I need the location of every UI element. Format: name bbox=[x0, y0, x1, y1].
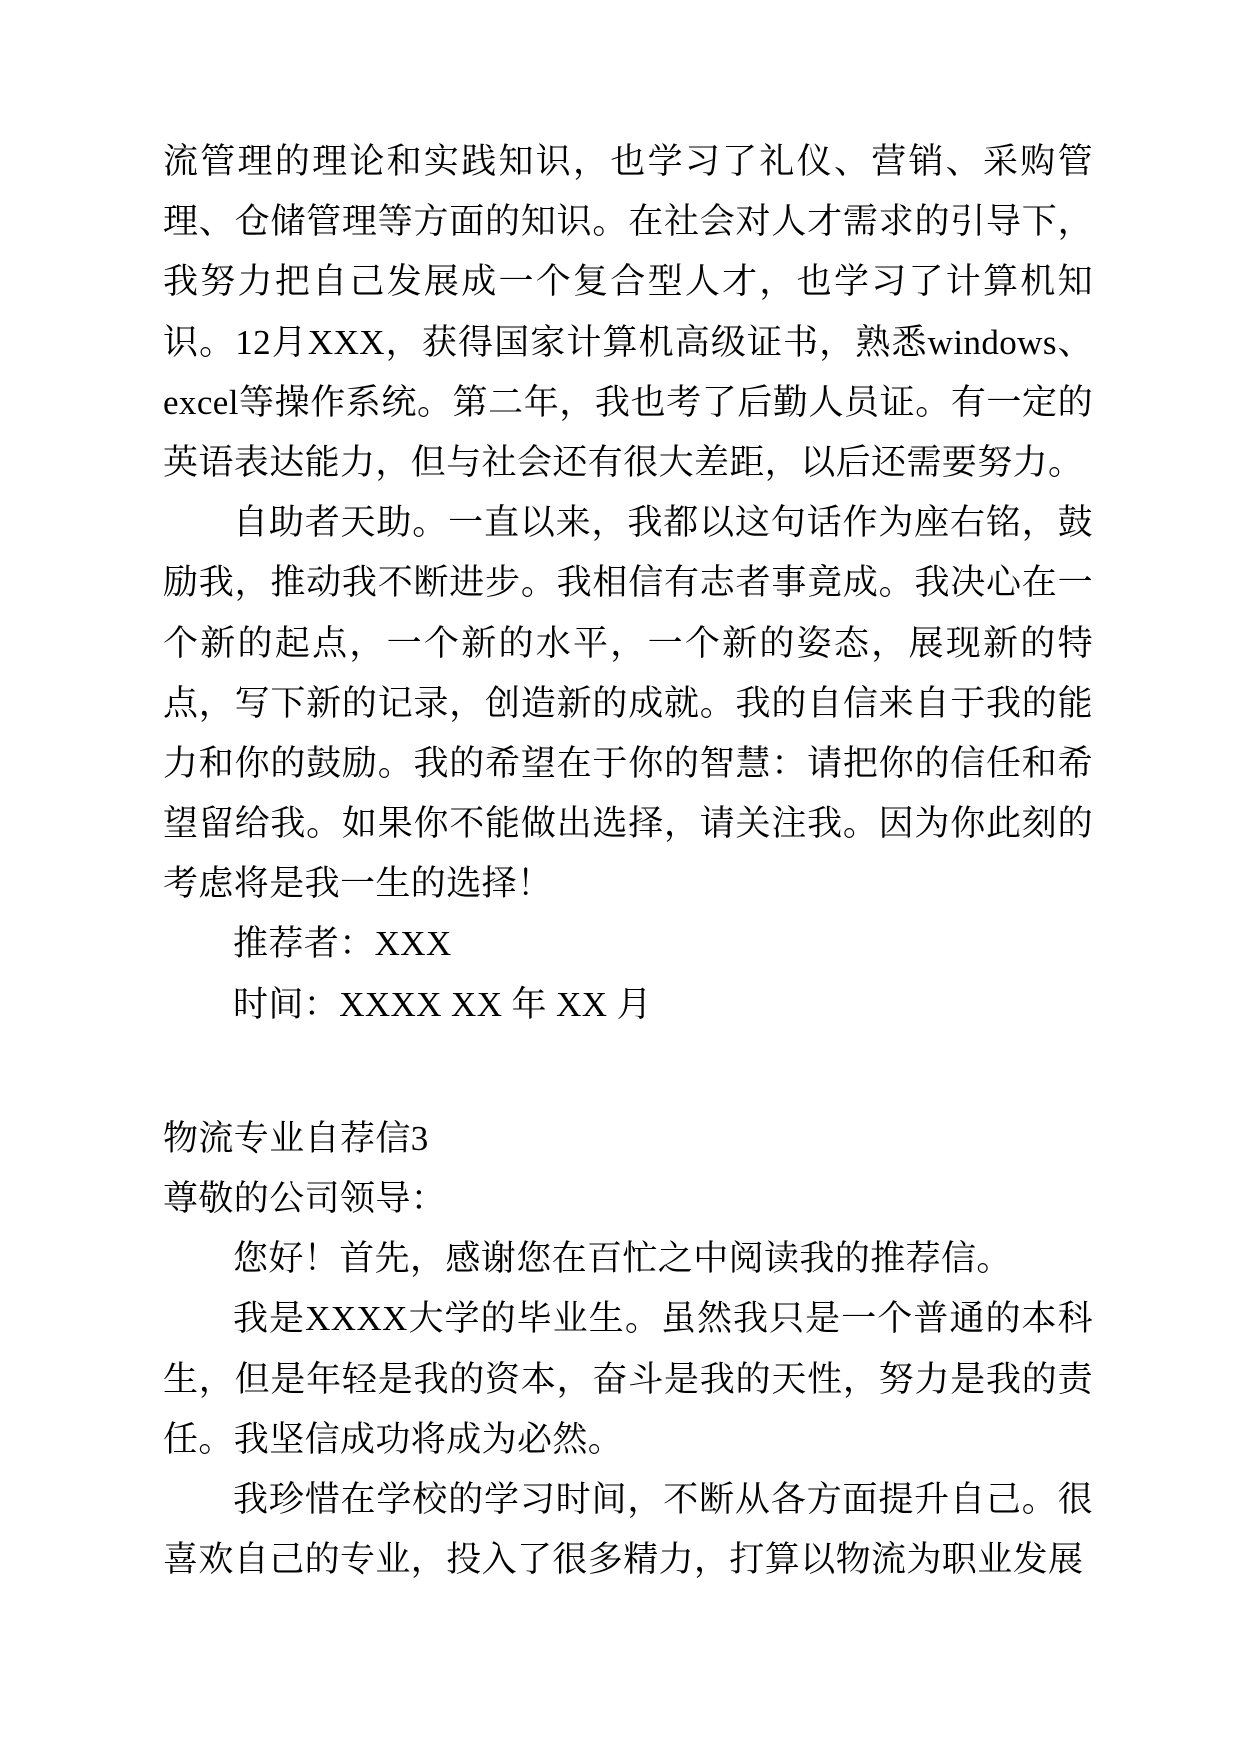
paragraph-study: 我珍惜在学校的学习时间，不断从各方面提升自己。很喜欢自己的专业，投入了很多精力，打算以物流为职业发展 bbox=[163, 1479, 1093, 1580]
section-divider-space bbox=[163, 1035, 1093, 1109]
salutation: 尊敬的公司领导： bbox=[163, 1179, 447, 1218]
signature-name: 推荐者：XXX bbox=[233, 924, 452, 964]
signature-date: 时间：XXXX XX 年 XX 月 bbox=[233, 984, 653, 1024]
paragraph-continued: 流管理的理论和实践知识，也学习了礼仪、营销、采购管理、仓储管理等方面的知识。在社会对人才需求的引导下，我努力把自己发展成一个复合型人才，也学习了计算机知识。12月XXX，获得国家计算机高级证书，熟悉windows、excel等操作系统。第二年，我也考了后勤人员证。有一定的英语表达能力，但与社会还有很大差距，以后还需要努力。 bbox=[163, 142, 1093, 482]
paragraph-greeting: 您好！首先，感谢您在百忙之中阅读我的推荐信。 bbox=[233, 1239, 1012, 1279]
document-body bbox=[163, 132, 1093, 1590]
paragraph-motto: 自助者天助。一直以来，我都以这句话作为座右铭，鼓励我，推动我不断进步。我相信有志者事竟成。我决心在一个新的起点，一个新的水平，一个新的姿态，展现新的特点，写下新的记录，创造新的成就。我的自信来自于我的能力和你的鼓励。我的希望在于你的智慧：请把你的信任和希望留给我。如果你不能做出选择，请关注我。因为你此刻的考虑将是我一生的选择！ bbox=[163, 503, 1093, 904]
paragraph-self-intro: 我是XXXX大学的毕业生。虽然我只是一个普通的本科生，但是年轻是我的资本，奋斗是我的天性，努力是我的责任。我坚信成功将成为必然。 bbox=[163, 1299, 1093, 1459]
section-title: 物流专业自荐信3 bbox=[163, 1118, 429, 1158]
